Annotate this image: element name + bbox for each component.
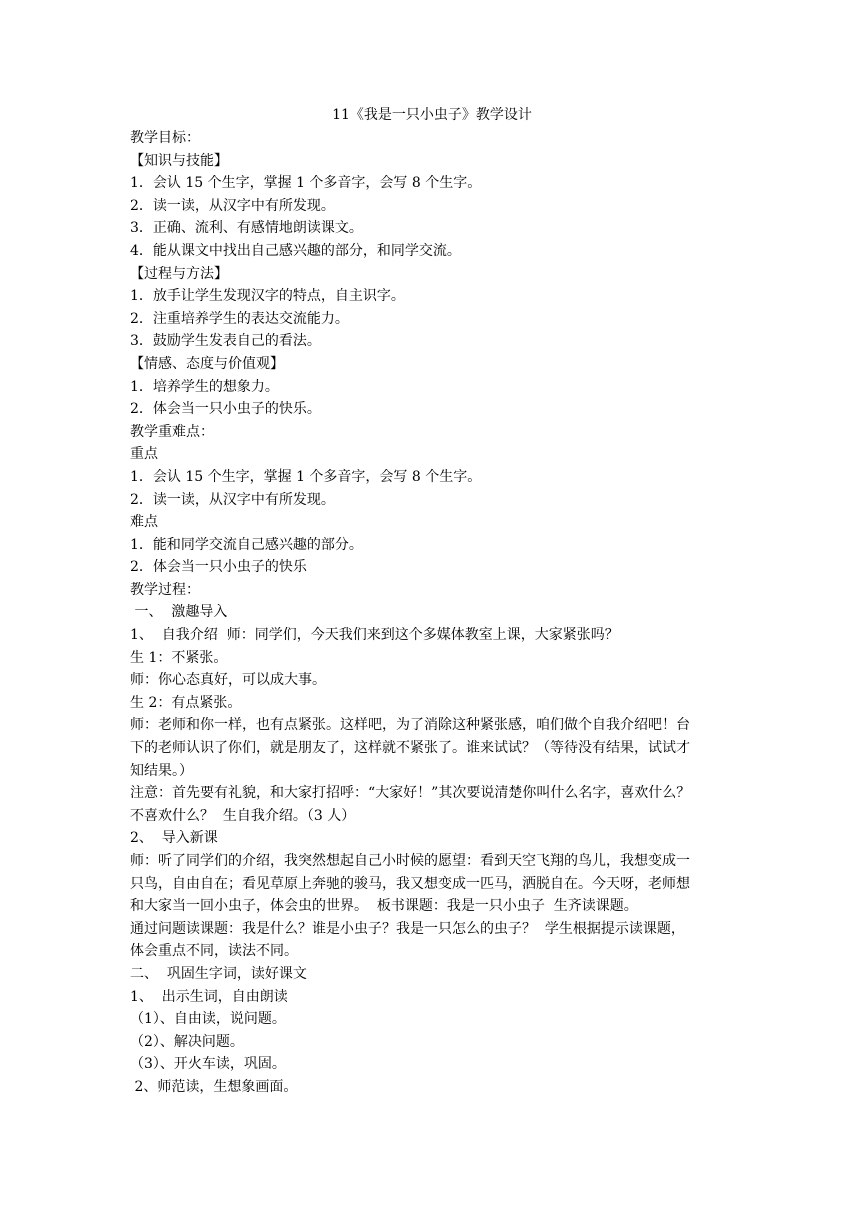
- document-line: 和大家当一回小虫子，体会虫的世界。 板书课题：我是一只小虫子 生齐读课题。: [130, 898, 638, 915]
- document-line: （2）、解决问题。: [130, 1033, 244, 1050]
- document-line: 教学过程：: [130, 581, 200, 598]
- document-line: 只鸟，自由自在；看见草原上奔驰的骏马，我又想变成一匹马，洒脱自在。今天呀，老师想: [130, 875, 690, 892]
- document-line: 4．能从课文中找出自己感兴趣的部分，和同学交流。: [130, 242, 461, 259]
- document-line: 3．鼓励学生发表自己的看法。: [130, 333, 321, 350]
- document-line: 3．正确、流利、有感情地朗读课文。: [130, 220, 363, 237]
- document-line: 体会重点不同，读法不同。: [130, 943, 298, 960]
- document-line: 2．读一读，从汉字中有所发现。: [130, 491, 335, 508]
- document-line: 1、 自我介绍 师：同学们，今天我们来到这个多媒体教室上课，大家紧张吗？: [130, 627, 619, 644]
- document-line: 1．培养学生的想象力。: [130, 378, 279, 395]
- document-line: 1．会认 15 个生字，掌握 1 个多音字，会写 8 个生字。: [130, 175, 482, 192]
- document-line: 1、 出示生词，自由朗读: [130, 988, 288, 1005]
- document-line: 师：你心态真好，可以成大事。: [130, 672, 326, 689]
- document-line: 教学目标：: [130, 130, 200, 146]
- document-line: 生 2：有点紧张。: [130, 694, 242, 711]
- document-line: 重点: [130, 446, 158, 463]
- document-line: 知结果。）: [130, 762, 193, 779]
- document-line: 不喜欢什么？ 生自我介绍。（3 人）: [130, 807, 356, 824]
- document-line: 难点: [130, 514, 158, 531]
- document-line: 通过问题读课题：我是什么？谁是小虫子？我是一只怎么的虫子？ 学生根据提示读课题，: [130, 920, 685, 937]
- document-line: 1．放手让学生发现汉字的特点，自主识字。: [130, 288, 405, 305]
- document-line: 师：听了同学们的介绍，我突然想起自己小时候的愿望：看到天空飞翔的鸟儿，我想变成一: [130, 853, 690, 869]
- document-line: 2、师范读，生想象画面。: [130, 1078, 298, 1095]
- document-line: 2．读一读，从汉字中有所发现。: [130, 197, 335, 214]
- document-line: 师：老师和你一样，也有点紧张。这样吧，为了消除这种紧张感，咱们做个自我介绍吧！台: [130, 717, 690, 734]
- document-line: 2．体会当一只小虫子的快乐。: [130, 401, 321, 418]
- document-page: [130, 103, 734, 1099]
- document-line: 2、 导入新课: [130, 830, 218, 847]
- document-line: 【知识与技能】: [130, 152, 228, 169]
- document-line: 1．能和同学交流自己感兴趣的部分。: [130, 536, 363, 553]
- document-line: 教学重难点：: [130, 423, 214, 440]
- document-title: 11《我是一只小虫子》教学设计: [332, 107, 532, 123]
- document-line: 1．会认 15 个生字，掌握 1 个多音字，会写 8 个生字。: [130, 468, 482, 485]
- document-line: 二、 巩固生字词，读好课文: [130, 965, 307, 982]
- document-line: 【情感、态度与价值观】: [130, 355, 284, 372]
- document-line: 生 1：不紧张。: [130, 649, 228, 666]
- document-line: （1）、自由读，说问题。: [130, 1011, 286, 1028]
- document-body: [130, 127, 734, 1099]
- document-line: （3）、开火车读，巩固。: [130, 1056, 286, 1073]
- document-line: 注意：首先要有礼貌，和大家打招呼：“大家好！”其次要说清楚你叫什么名字，喜欢什么？: [130, 785, 691, 802]
- document-line: 2．注重培养学生的表达交流能力。: [130, 310, 349, 327]
- document-line: 下的老师认识了你们，就是朋友了，这样就不紧张了。谁来试试？（等待没有结果，试试才: [130, 740, 690, 757]
- document-line: 【过程与方法】: [130, 265, 228, 282]
- document-line: 2．体会当一只小虫子的快乐: [130, 559, 307, 576]
- document-line: 一、 激趣导入: [130, 604, 228, 621]
